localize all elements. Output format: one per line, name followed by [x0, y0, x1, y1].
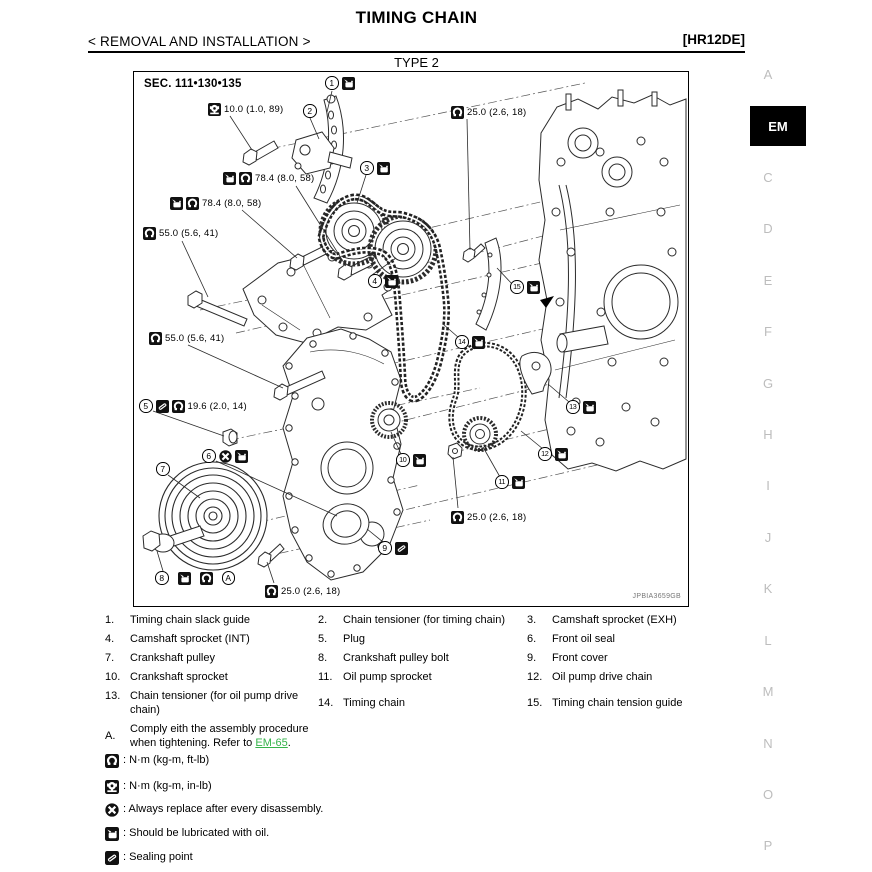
part-item	[105, 650, 318, 669]
torque-ftlb-icon	[149, 332, 162, 345]
callout-11	[495, 475, 525, 489]
oil-icon	[555, 448, 568, 461]
seal-icon	[156, 400, 169, 413]
callout-number: 10	[396, 453, 410, 467]
part-number: 2.	[318, 614, 328, 626]
section-tab-n: N	[763, 735, 773, 751]
part-label: Crankshaft pulley bolt	[343, 652, 449, 664]
note-line1: Comply eith the assembly procedure	[130, 723, 309, 735]
callout-number: 4	[368, 274, 382, 288]
torque-value: 78.4 (8.0, 58)	[202, 197, 262, 209]
part-number: 14.	[318, 696, 334, 709]
part-number: 13.	[105, 690, 121, 702]
part-item	[318, 688, 527, 717]
part-label: Crankshaft sprocket	[130, 671, 228, 683]
part-number: 5.	[318, 633, 328, 645]
section-tab-h: H	[763, 427, 773, 442]
section-tab-p: P	[763, 838, 773, 854]
part-label: Oil pump sprocket	[343, 671, 432, 683]
section-tab-e: E	[763, 272, 773, 288]
legend-item	[105, 753, 209, 767]
callout-number: 13	[566, 400, 580, 414]
replace-icon	[105, 803, 118, 816]
torque-value: 78.4 (8.0, 58)	[255, 172, 315, 184]
part-item	[105, 631, 318, 650]
torque-label	[170, 196, 261, 210]
callout-10	[396, 453, 426, 467]
part-number: 12.	[527, 671, 543, 683]
callout-number: 5	[139, 399, 153, 413]
part-number: 11.	[318, 671, 333, 683]
callout-8	[155, 571, 235, 585]
torque-value: 19.6 (2.0, 14)	[187, 400, 247, 412]
part-number: 9.	[527, 652, 537, 664]
part-item	[527, 612, 753, 631]
section-tab-c: C	[763, 169, 773, 185]
legend-item	[105, 826, 269, 840]
part-number: 15.	[527, 696, 543, 709]
callout-2	[303, 104, 317, 118]
torque-inlb-icon	[208, 103, 221, 116]
callout-number: 6	[202, 449, 216, 463]
callout-1	[325, 76, 355, 90]
oil-pump-sprocket-art	[464, 418, 496, 450]
torque-value: 25.0 (2.6, 18)	[467, 511, 527, 523]
part-item	[105, 688, 318, 717]
callout-number: 3	[360, 161, 374, 175]
section-tab-k: K	[763, 581, 773, 597]
callout-number: 15	[510, 280, 524, 294]
callout-number: 7	[156, 462, 170, 476]
part-number: 6.	[527, 633, 537, 645]
replace-icon	[219, 450, 232, 463]
part-number: 7.	[105, 652, 115, 664]
engine-block-art	[539, 90, 686, 471]
callout-number: 9	[378, 541, 392, 555]
em65-link[interactable]: EM-65	[255, 737, 288, 749]
part-label: Timing chain tension guide	[552, 696, 683, 709]
torque-label	[451, 510, 526, 524]
note-line2: when tightening. Refer to EM-65.	[130, 737, 291, 749]
callout-12	[538, 447, 568, 461]
oil-icon	[472, 336, 485, 349]
part-label: Chain tensioner (for timing chain)	[343, 614, 506, 626]
part-item	[105, 612, 318, 631]
torque-label	[208, 102, 283, 116]
oil-icon	[170, 197, 183, 210]
part-item	[105, 669, 318, 688]
part-item	[318, 650, 527, 669]
torque-ftlb-icon	[239, 172, 252, 185]
legend-item-label: : N·m (kg-m, ft-lb)	[123, 754, 210, 766]
section-tab-em-active: EM	[750, 106, 806, 146]
torque-ftlb-icon	[451, 511, 464, 524]
callout-13	[566, 400, 596, 414]
part-label: Front cover	[552, 652, 608, 664]
part-number: 10.	[105, 671, 121, 683]
sec-label: SEC. 111•130•135	[144, 78, 242, 90]
legend-item-label: : Sealing point	[123, 851, 193, 863]
page-title: TIMING CHAIN	[355, 8, 478, 27]
callout-number: 11	[495, 475, 509, 489]
callout-9	[378, 541, 408, 555]
oil-icon	[377, 162, 390, 175]
callout-14	[455, 335, 485, 349]
figure-id: JPBIA3659GB	[632, 593, 681, 600]
torque-value: 55.0 (5.6, 41)	[165, 332, 225, 344]
parts-list	[105, 612, 753, 717]
section-tab-g: G	[762, 375, 774, 391]
callout-number: 1	[325, 76, 339, 90]
torque-ftlb-icon	[265, 585, 278, 598]
legend-item-label: : Should be lubricated with oil.	[123, 827, 270, 839]
part-number: 8.	[318, 652, 328, 664]
plug-art	[223, 429, 237, 446]
torque-ftlb-icon	[172, 400, 185, 413]
legend-item	[105, 802, 323, 816]
callout-3	[360, 161, 390, 175]
callout-number: 8	[155, 571, 169, 585]
part-item	[527, 688, 753, 717]
note-label: A.	[105, 730, 116, 742]
part-label: Crankshaft pulley	[130, 652, 215, 664]
callout-number: 12	[538, 447, 552, 461]
section-tab-j: J	[764, 529, 772, 545]
torque-label	[143, 226, 218, 240]
callout-5	[139, 399, 247, 413]
part-item	[527, 631, 753, 650]
part-item	[318, 631, 527, 650]
part-label: Camshaft sprocket (INT)	[130, 633, 250, 645]
torque-ftlb-icon	[186, 197, 199, 210]
oil-icon	[178, 572, 191, 585]
callout-4	[368, 274, 398, 288]
torque-inlb-icon	[105, 780, 118, 793]
legend-item-label: : Always replace after every disassembly.	[123, 803, 324, 815]
legend-item	[105, 850, 193, 864]
torque-value: 25.0 (2.6, 18)	[281, 585, 341, 597]
oil-icon	[385, 275, 398, 288]
type-label: TYPE 2	[394, 55, 439, 70]
torque-ftlb-icon	[451, 106, 464, 119]
part-label: Plug	[343, 633, 366, 645]
circled-letter-a: A	[222, 571, 236, 585]
part-item	[318, 669, 527, 688]
torque-value: 25.0 (2.6, 18)	[467, 106, 527, 118]
section-tab-f: F	[764, 324, 772, 340]
oil-icon	[235, 450, 248, 463]
oil-icon	[105, 827, 118, 840]
part-label: Oil pump drive chain	[552, 671, 653, 683]
torque-ftlb-icon	[105, 754, 118, 767]
callout-7	[156, 462, 170, 476]
legend-item-label: : N·m (kg-m, in-lb)	[123, 780, 212, 792]
part-label: Front oil seal	[552, 633, 615, 645]
section-tab-m: M	[762, 684, 774, 700]
torque-label	[265, 584, 340, 598]
legend-item	[105, 779, 212, 793]
oil-icon	[223, 172, 236, 185]
torque-ftlb-icon	[143, 227, 156, 240]
part-label: Timing chain slack guide	[130, 614, 251, 626]
oil-icon	[583, 401, 596, 414]
assembly-note	[105, 722, 309, 750]
callout-15	[510, 280, 540, 294]
torque-label	[451, 105, 526, 119]
section-tab-o: O	[762, 787, 774, 803]
section-tab-d: D	[763, 221, 773, 237]
crank-pulley-art	[159, 462, 267, 570]
torque-value: 55.0 (5.6, 41)	[159, 227, 219, 239]
engine-code: [HR12DE]	[682, 32, 745, 47]
torque-label	[149, 331, 224, 345]
torque-value: 10.0 (1.0, 89)	[224, 103, 284, 115]
part-number: 1.	[105, 614, 115, 626]
seal-icon	[105, 851, 118, 864]
callout-number: 14	[455, 335, 469, 349]
part-label: Chain tensioner (for oil pump drive chain)	[130, 690, 299, 716]
part-label: Camshaft sprocket (EXH)	[552, 614, 677, 626]
oil-icon	[413, 454, 426, 467]
bracket-art	[243, 247, 400, 343]
callout-6	[202, 449, 248, 463]
oil-icon	[342, 77, 355, 90]
section-tab-a: A	[763, 67, 773, 82]
torque-label	[223, 171, 314, 185]
torque-ftlb-icon	[200, 572, 213, 585]
part-item	[527, 669, 753, 688]
section-subtitle: < REMOVAL AND INSTALLATION >	[88, 34, 311, 49]
oil-icon	[512, 476, 525, 489]
oil-icon	[527, 281, 540, 294]
seal-icon	[395, 542, 408, 555]
section-tab-l: L	[764, 632, 772, 648]
callout-number: 2	[303, 104, 317, 118]
part-item	[318, 612, 527, 631]
part-number: 4.	[105, 633, 115, 645]
section-tab-i: I	[766, 478, 770, 494]
part-item	[527, 650, 753, 669]
part-number: 3.	[527, 614, 537, 626]
part-label: Timing chain	[343, 696, 405, 709]
